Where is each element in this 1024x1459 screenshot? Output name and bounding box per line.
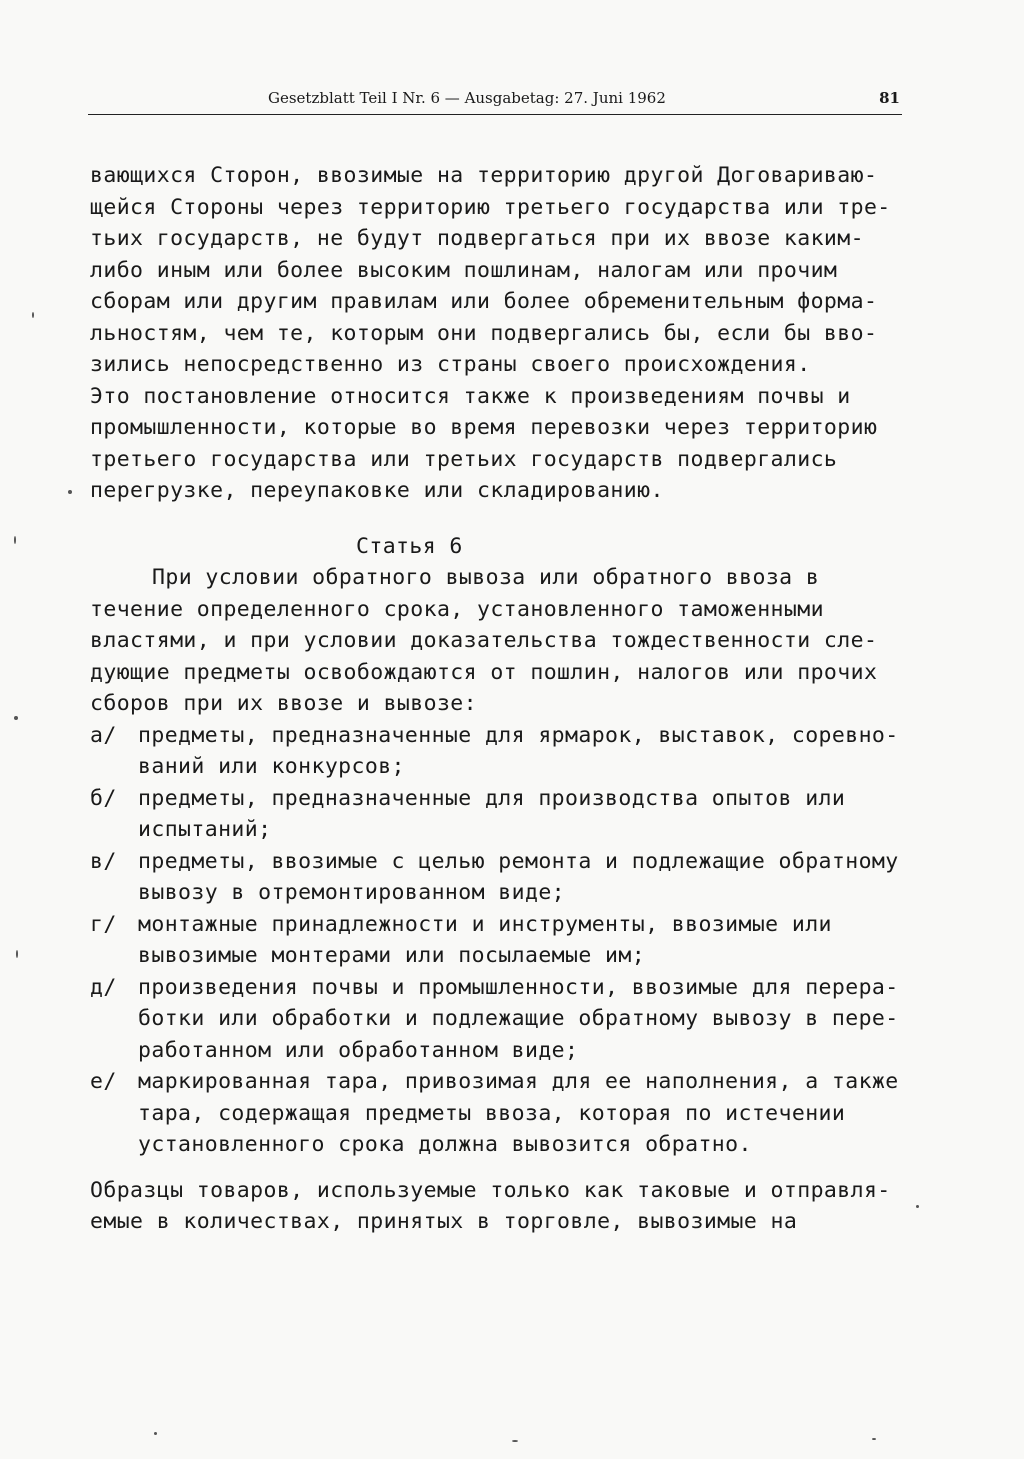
text-line: льностям, чем те, которым они подвергались бы, если бы вво- xyxy=(90,320,878,346)
text-line: властями, и при условии доказательства тождественности сле- xyxy=(90,628,878,653)
text-line: промышленности, которые во время перевозки через территорию xyxy=(90,415,878,440)
item-line: тара, содержащая предметы ввоза, которая по истечении xyxy=(138,1100,846,1126)
item-line: вывозимые монтерами или посылаемые им; xyxy=(138,943,646,968)
text-line: третьего государства или третьих государств подвергались xyxy=(90,446,838,472)
item-marker: г/ xyxy=(90,911,117,937)
text-line: зились непосредственно из страны своего происхождения. xyxy=(90,352,811,377)
item-marker: е/ xyxy=(90,1069,117,1094)
text-line: При условии обратного вывоза или обратного ввоза в xyxy=(152,565,820,590)
list-item xyxy=(90,972,899,1067)
scan-speck xyxy=(32,312,34,318)
item-line: вывозу в отремонтированном виде; xyxy=(138,880,566,905)
text-line: сборам или другим правилам или более обременительным форма- xyxy=(90,289,878,314)
page-header xyxy=(88,86,902,115)
list-item xyxy=(90,720,899,783)
item-line: маркированная тара, привозимая для ее наполнения, а также xyxy=(138,1069,899,1094)
text-line: вающихся Сторон, ввозимые на территорию другой Договариваю- xyxy=(90,163,878,188)
item-line: ваний или конкурсов; xyxy=(138,754,405,779)
scan-speck xyxy=(512,1440,518,1442)
header-title: Gesetzblatt Teil I Nr. 6 — Ausgabetag: 27. Juni 1962 xyxy=(268,89,666,107)
item-marker: а/ xyxy=(90,722,117,748)
item-line: ботки или обработки и подлежащие обратному вывозу в пере- xyxy=(138,1006,899,1031)
scan-speck xyxy=(154,1432,157,1435)
text-line: емые в количествах, принятых в торговле, вывозимые на xyxy=(90,1209,798,1234)
text-line: Образцы товаров, используемые только как таковые и отправля- xyxy=(90,1177,891,1203)
item-line: произведения почвы и промышленности, ввозимые для перера- xyxy=(138,974,899,1000)
text-line: дующие предметы освобождаются от пошлин, налогов или прочих xyxy=(90,659,878,685)
body-text xyxy=(90,160,899,1238)
final-paragraph xyxy=(90,1175,890,1238)
list-item xyxy=(90,1066,899,1161)
list-item xyxy=(90,783,890,846)
intro-paragraph xyxy=(90,160,890,507)
item-line: предметы, ввозимые с целью ремонта и подлежащие обратному xyxy=(138,848,899,874)
text-line: сборов при их ввозе и вывозе: xyxy=(90,691,477,716)
scan-speck xyxy=(872,1438,876,1440)
scan-speck xyxy=(916,1205,919,1208)
item-line: предметы, предназначенные для ярмарок, выставок, соревно- xyxy=(138,722,899,748)
article-paragraph xyxy=(90,562,890,720)
scan-speck xyxy=(14,716,18,720)
text-line: тьих государств, не будут подвергаться при их ввозе каким- xyxy=(90,226,864,251)
item-marker: б/ xyxy=(90,785,117,811)
list-item xyxy=(90,909,890,972)
text-line: Это постановление относится также к произведениям почвы и xyxy=(90,383,851,409)
item-marker: в/ xyxy=(90,848,117,874)
page-number: 81 xyxy=(879,89,900,107)
item-marker: д/ xyxy=(90,974,117,1000)
text-line: течение определенного срока, установленного таможенными xyxy=(90,596,824,622)
text-line: перегрузке, переупаковке или складированию. xyxy=(90,478,664,503)
article-heading: Статья 6 xyxy=(356,533,463,559)
item-line: предметы, предназначенные для производства опытов или xyxy=(138,785,846,811)
items-list xyxy=(90,720,899,1161)
item-line: монтажные принадлежности и инструменты, ввозимые или xyxy=(138,911,832,937)
scan-speck xyxy=(16,950,18,958)
item-line: работанном или обработанном виде; xyxy=(138,1037,579,1063)
item-line: установленного срока должна вывозится обратно. xyxy=(138,1132,752,1157)
item-line: испытаний; xyxy=(138,817,272,842)
scan-speck xyxy=(68,490,72,494)
text-line: щейся Стороны через территорию третьего государства или тре- xyxy=(90,194,891,220)
scan-speck xyxy=(14,536,16,544)
list-item xyxy=(90,846,899,909)
text-line: либо иным или более высоким пошлинам, налогам или прочим xyxy=(90,257,838,283)
